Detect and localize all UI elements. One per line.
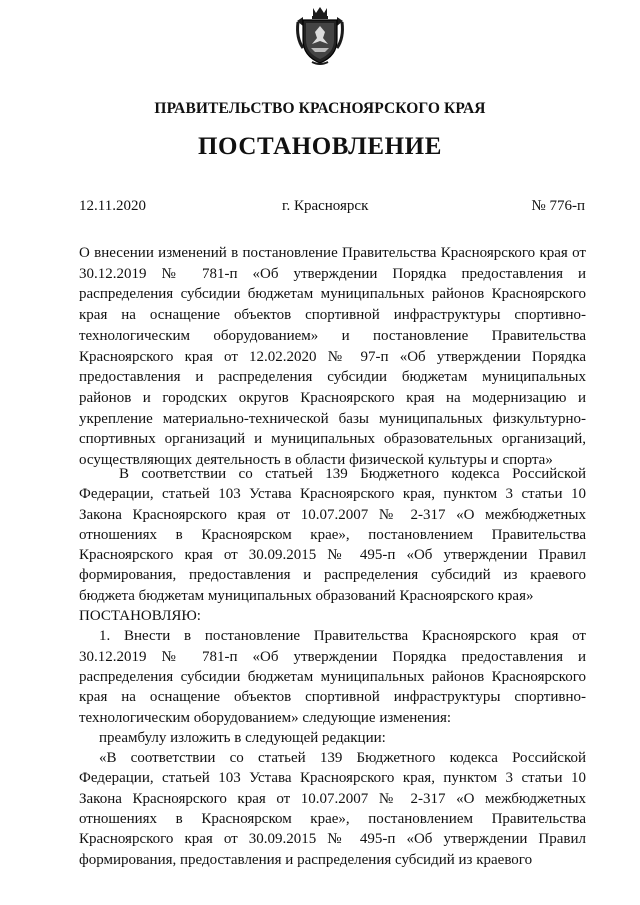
document-city: г. Красноярск (282, 198, 369, 214)
item-1-paragraph: 1. Внести в постановление Правительства Красноярского края от 30.12.2019 № 781-п «Об утверждении Порядка предоставления и распределения субсидии бюджетам муниципальных районов Красноярского края на оснащение объектов спортивной инфраструктуры спортивно-технологическим оборудованием» следующие изменения: (79, 628, 586, 726)
document-number: № 776-п (531, 198, 585, 214)
decree-word: ПОСТАНОВЛЯЮ: (79, 608, 201, 625)
item-1-subparagraph: преамбулу изложить в следующей редакции: (99, 729, 386, 746)
document-type-title: ПОСТАНОВЛЕНИЕ (197, 133, 443, 160)
document-subject: О внесении изменений в постановление Правительства Красноярского края от 30.12.2019 № 781-п «Об утверждении Порядка предоставления и распределения субсидии бюджетам муниципальных районов Красноярского края на оснащение объектов спортивной инфраструктуры спортивно-технологическим оборудованием» и постановление Правительства Красноярского края от 12.02.2020 № 97-п «Об утверждении Порядка предоставления и распределения субсидии бюджетам муниципальных районов и городских округов Красноярского края на модернизацию и укрепление материально-технической базы муниципальных физкультурно-спортивных организаций и муниципальных образовательных организаций, осуществляющих деятельность в области физической культуры и спорта» (79, 245, 586, 469)
quoted-preamble-paragraph: «В соответствии со статьей 139 Бюджетного кодекса Российской Федерации, статьей 103 Устава Красноярского края, пунктом 3 статьи 10 Закона Красноярского края от 10.07.2007 № 2-317 «О межбюджетных отношениях в Красноярском крае», постановлением Правительства Красноярского края от 30.09.2015 № 495-п «Об утверждении Правил формирования, предоставления и распределения субсидий из краевого (79, 750, 586, 868)
document-body (79, 464, 586, 870)
preamble-paragraph: В соответствии со статьей 139 Бюджетного кодекса Российской Федерации, статьей 103 Устава Красноярского края, пунктом 3 статьи 10 Закона Красноярского края от 10.07.2007 № 2-317 «О межбюджетных отношениях в Красноярском крае», постановлением Правительства Красноярского края от 30.09.2015 № 495-п «Об утверждении Правил формирования, предоставления и распределения субсидий из краевого бюджета бюджетам муниципальных образований Красноярского края» (79, 466, 586, 604)
krasnoyarsk-coat-of-arms-icon (294, 4, 346, 66)
document-date: 12.11.2020 (79, 198, 146, 214)
government-name: ПРАВИТЕЛЬСТВО КРАСНОЯРСКОГО КРАЯ (154, 100, 486, 117)
